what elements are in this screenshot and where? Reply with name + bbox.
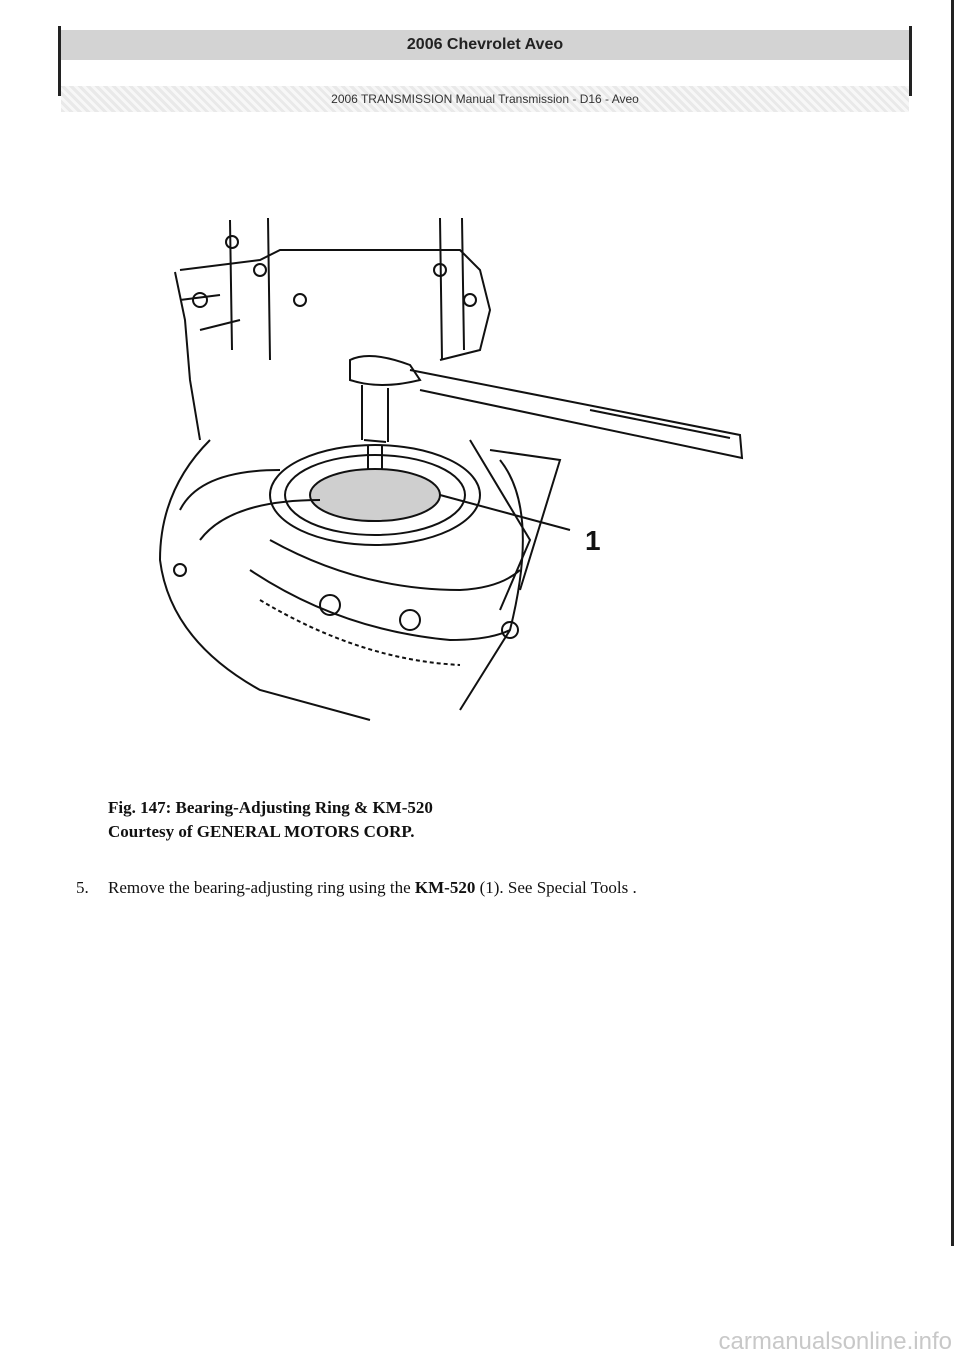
step-number: 5. [76,878,89,897]
bolt [254,264,266,276]
ratchet-handle-grip [590,410,730,438]
callout-number: 1 [585,525,601,556]
transmission-illustration [140,210,780,730]
step-text-after: (1). See Special Tools . [475,878,637,897]
caption-title: Fig. 147: Bearing-Adjusting Ring & KM-520 [108,798,433,817]
ratchet-head [350,356,420,385]
housing-top-outline [180,250,490,360]
bolt [400,610,420,630]
bolt [226,236,238,248]
watermark: carmanualsonline.info [718,1328,952,1355]
step-text-before: Remove the bearing-adjusting ring using the [108,878,415,897]
case-right-ribs [470,440,560,610]
page-header [58,26,912,106]
header-title: 2006 Chevrolet Aveo [61,30,909,60]
right-margin-rule [951,0,954,1246]
bolt [294,294,306,306]
header-subtitle: 2006 TRANSMISSION Manual Transmission - D16 - Aveo [61,86,909,112]
differential-arc [270,540,520,590]
caption-courtesy: Courtesy of GENERAL MOTORS CORP. [108,822,415,841]
extension-bar [362,385,388,472]
ring-hatched-center [310,469,440,521]
ring-gear-teeth [260,600,460,665]
step-tool: KM-520 [414,878,476,897]
figure-caption [108,796,433,844]
bolt [193,293,207,307]
procedure-step [76,876,637,900]
housing-column-lines [230,218,464,360]
ratchet-handle [410,370,742,458]
bolt [464,294,476,306]
bolt [174,564,186,576]
ring-gear-outer [250,570,510,640]
